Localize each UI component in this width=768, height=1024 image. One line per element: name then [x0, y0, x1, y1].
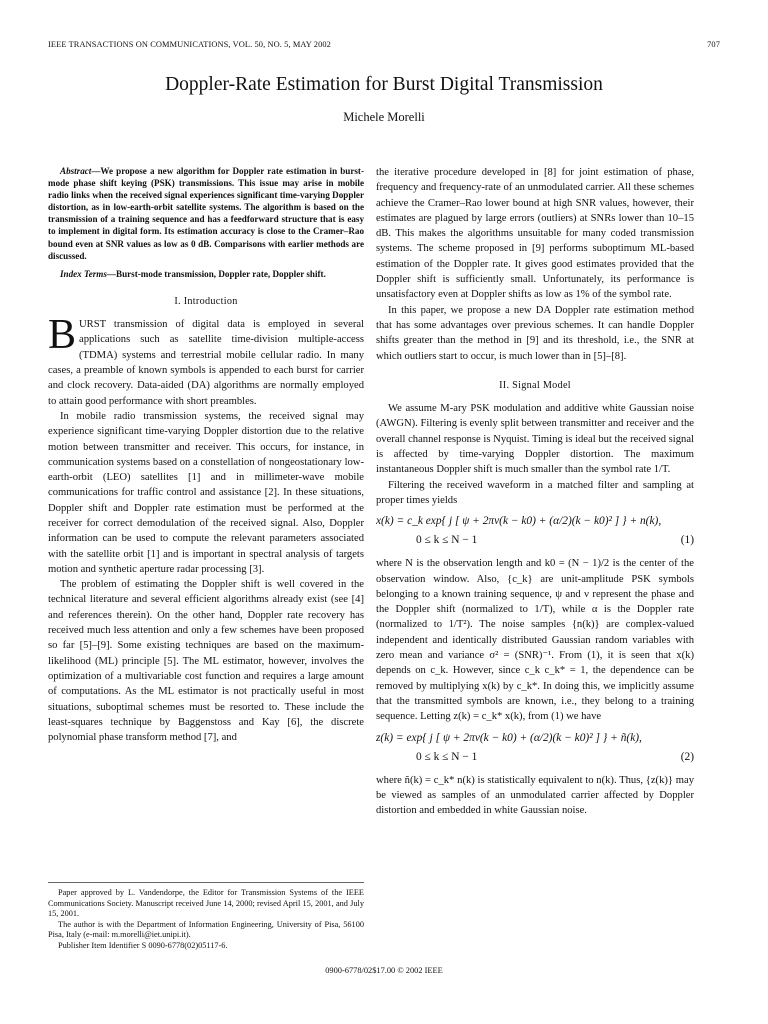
copyright-footer: 0900-6778/02$17.00 © 2002 IEEE — [325, 966, 443, 975]
index-terms-text: —Burst-mode transmission, Doppler rate, Doppler shift. — [106, 268, 326, 279]
equation-2-range: 0 ≤ k ≤ N − 1 — [416, 750, 478, 763]
intro-paragraph-4: the iterative procedure developed in [8] for joint estimation of phase, frequency and frequency-rate of an unmodulated carrier. All these schemes achieve the Cramer–Rao lower bound at high SNR values, however, their estimates are plagued by large errors (outliers) at SNRs lower than 10–15 dB. This makes the algorithms unsuitable for many coded transmission systems. The scheme proposed in [9] performs suboptimum ML-based estimation of the Doppler rate. It gives good estimates provided that the Doppler shift is sufficiently small. Unfortunately, its performance is unsatisfactory even at Doppler shifts as low as 1% of the symbol rate. — [376, 167, 694, 301]
footnote-publisher-id: Publisher Item Identifier S 0090-6778(02)05117-6. — [58, 940, 228, 950]
intro-paragraph-1 — [48, 312, 364, 409]
drop-cap: B — [48, 312, 77, 359]
abstract-label: Abstract — [60, 166, 92, 176]
signal-model-paragraph-2: Filtering the received waveform in a matched filter and sampling at proper times yields — [376, 479, 694, 506]
footnote-rule — [48, 882, 364, 883]
left-column — [48, 165, 364, 745]
equation-1-range: 0 ≤ k ≤ N − 1 — [416, 534, 478, 547]
index-terms — [48, 268, 364, 280]
intro-paragraph-5: In this paper, we propose a new DA Doppler rate estimation method that has some advantages over previous schemes. It can handle Doppler shifts greater than the method in [9] and its threshold, i.e., the SNR at which outliers start to occur, is much lower than in [5]–[8]. — [376, 304, 694, 362]
footnote-approval: Paper approved by L. Vandendorpe, the Editor for Transmission Systems of the IEEE Communications Society. Manuscript received June 14, 2000; revised April 15, 2001, and July 15, 2001. — [48, 888, 364, 919]
intro-paragraph-2: In mobile radio transmission systems, the received signal may experience significant time-varying Doppler distortion due to the relative motion between transmitter and receiver. This occurs, for instance, in communication systems based on a constellation of nongeostationary low-earth-orbit (LEO) satellites [1] and in millimeter-wave mobile communications for traffic control and assistance [2]. In these situations, Doppler shift and Doppler rate estimation must be performed at the receiver for correct demodulation of the received signal. Also, Doppler information can be used to compute the relevant parameters associated with the satellite orbit [1] and is important in spectral analysis of targets motion and synthetic aperture radar processing [3]. — [48, 410, 364, 575]
running-header — [48, 40, 720, 54]
right-column — [376, 165, 694, 818]
equation-2-number: (2) — [680, 750, 694, 763]
section-heading-introduction: I. Introduction — [174, 295, 238, 307]
footnote-affiliation: The author is with the Department of Information Engineering, University of Pisa, 56100 Pisa, Italy (e-mail: m.morelli@iet.unipi.it). — [48, 919, 364, 940]
intro-paragraph-3: The problem of estimating the Doppler shift is well covered in the technical literature and several efficient algorithms already exist (see [4] and references therein). On the other hand, Doppler rate recovery has received much less attention and only a few schemes have been proposed so far [5]–[9]. Some existing techniques are based on the maximum-likelihood (ML) principle [5]. The ML estimator, however, involves the optimization of a multivariable cost function and requires a large amount of computations. As the ML estimator is not practically useful in most situations, suboptimal schemes must be resorted to. These include the least-squares technique by Baggenstoss and Kay [6], the discrete polynomial phase transform method [7], and — [48, 579, 364, 744]
equation-1-expression: x(k) = c_k exp{ j [ ψ + 2πν(k − k0) + (α/2)(k − k0)² ] } + n(k), — [376, 515, 662, 528]
abstract — [48, 165, 364, 262]
footnote — [48, 882, 364, 952]
section-heading-signal-model: II. Signal Model — [499, 379, 571, 391]
equation-2-expression: z(k) = exp{ j [ ψ + 2πν(k − k0) + (α/2)(k − k0)² ] } + ñ(k), — [376, 731, 642, 744]
equation-1-number: (1) — [680, 534, 694, 547]
signal-model-paragraph-1: We assume M-ary PSK modulation and additive white Gaussian noise (AWGN). Filtering is evenly split between transmitter and receiver and the overall channel response is Nyquist. Timing is ideal but the received signal is affected by time-varying Doppler distortion. The maximum instantaneous Doppler shift is much smaller than the symbol rate 1/T. — [376, 403, 694, 476]
equation-1 — [376, 514, 694, 550]
journal-header: IEEE TRANSACTIONS ON COMMUNICATIONS, VOL. 50, NO. 5, MAY 2002 — [48, 40, 331, 49]
abstract-text: —We propose a new algorithm for Doppler rate estimation in burst-mode phase shift keying (PSK) transmissions. This issue may arise in mobile radio links when the received signal experiences significant time-varying Doppler distortion, as in low-earth-orbit satellite systems. The algorithm is based on the transmission of a training sequence and has a feedforward structure that is easy to implement in digital form. Its estimation accuracy is close to the Cramer–Rao bound even at SNR values as low as 0 dB. Comparisons with earlier methods are discussed. — [48, 166, 364, 261]
page-number: 707 — [707, 40, 720, 49]
signal-model-paragraph-3: where N is the observation length and k0 = (N − 1)/2 is the center of the observation window. Also, {c_k} are unit-amplitude PSK symbols belonging to a known training sequence, ψ and ν represent the phase and the Doppler shift (normalized to 1/T), while α is the Doppler rate (normalized to 1/T²). The noise samples {n(k)} are complex-valued independent and identically distributed Gaussian random variables with zero mean and variance σ² = (SNR)⁻¹. From (1), it is seen that x(k) depends on c_k. However, since c_k c_k* = 1, the dependence can be removed by multiplying x(k) by c_k*. In doing this, we implicitly assume that the transmitted symbols are known, i.e., they belong to a training sequence. Letting z(k) = c_k* x(k), from (1) we have — [376, 558, 694, 723]
equation-2 — [376, 731, 694, 767]
paper-title: Doppler-Rate Estimation for Burst Digital Transmission — [165, 74, 603, 95]
index-terms-label: Index Terms — [60, 268, 107, 279]
signal-model-paragraph-4: where ñ(k) = c_k* n(k) is statistically equivalent to n(k). Thus, {z(k)} may be viewed as samples of an unmodulated carrier affected by Doppler distortion and embedded in white Gaussian noise. — [376, 774, 694, 817]
intro-paragraph-1-text: URST transmission of digital data is employed in several applications such as satellite time-division multiple-access (TDMA) systems and terrestrial mobile cellular radio. In many cases, a preamble of known symbols is appended to each burst for carrier and clock recovery. Data-aided (DA) algorithms are normally employed to attain good performance with short preambles. — [48, 319, 364, 407]
author-name: Michele Morelli — [343, 110, 425, 124]
